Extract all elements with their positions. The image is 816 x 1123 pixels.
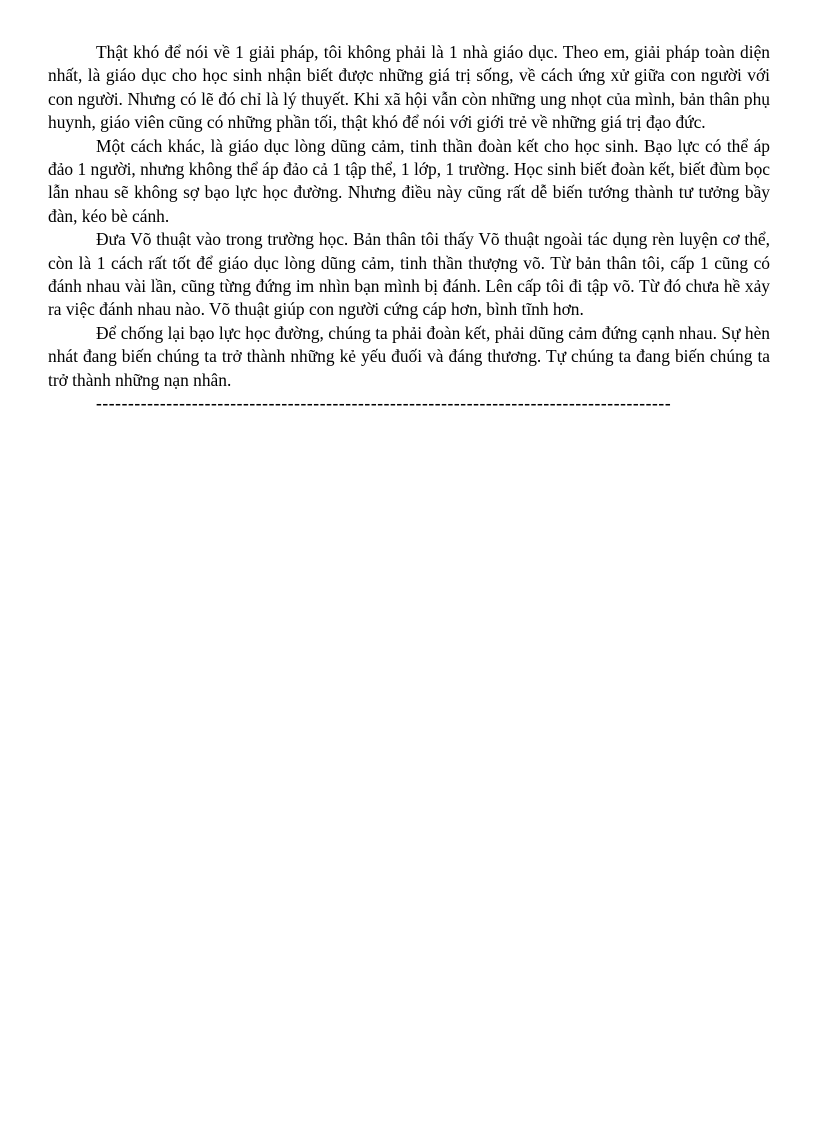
paragraph-solution-intro: Thật khó để nói về 1 giải pháp, tôi không phải là 1 nhà giáo dục. Theo em, giải pháp toàn diện nhất, là giáo dục cho học sinh nhận biết được những giá trị sống, về cách ứng xử giữa con người với con người. Nhưng có lẽ đó chỉ là lý thuyết. Khi xã hội vẫn còn những ung nhọt của mình, bản thân phụ huynh, giáo viên cũng có những phần tối, thật khó để nói với giới trẻ về những giá trị đạo đức. (48, 42, 770, 133)
dashed-divider: ------------------------------------------------------------------------------------------ (96, 393, 672, 414)
paragraph-conclusion: Để chống lại bạo lực học đường, chúng ta phải đoàn kết, phải dũng cảm đứng cạnh nhau. Sự hèn nhát đang biến chúng ta trở thành những kẻ yếu đuối và đáng thương. Tự chúng ta đang biến chúng ta trở thành những nạn nhân. (48, 322, 770, 390)
paragraph-courage-unity: Một cách khác, là giáo dục lòng dũng cảm, tinh thần đoàn kết cho học sinh. Bạo lực có thể áp đảo 1 người, nhưng không thể áp đảo cả 1 tập thể, 1 lớp, 1 trường. Học sinh biết đoàn kết, biết đùm bọc lẫn nhau sẽ không sợ bạo lực học đường. Nhưng điều này cũng rất dễ biến tướng thành tư tưởng bầy đàn, kéo bè cánh. (48, 135, 770, 226)
paragraph-martial-arts: Đưa Võ thuật vào trong trường học. Bản thân tôi thấy Võ thuật ngoài tác dụng rèn luyện cơ thể, còn là 1 cách rất tốt để giáo dục lòng dũng cảm, tinh thần thượng võ. Từ bản thân tôi, cấp 1 cũng có đánh nhau vài lần, cũng từng đứng im nhìn bạn mình bị đánh. Lên cấp tôi đi tập võ. Từ đó chưa hề xảy ra việc đánh nhau nào. Võ thuật giúp con người cứng cáp hơn, bình tĩnh hơn. (48, 229, 770, 320)
document-page (48, 41, 770, 416)
